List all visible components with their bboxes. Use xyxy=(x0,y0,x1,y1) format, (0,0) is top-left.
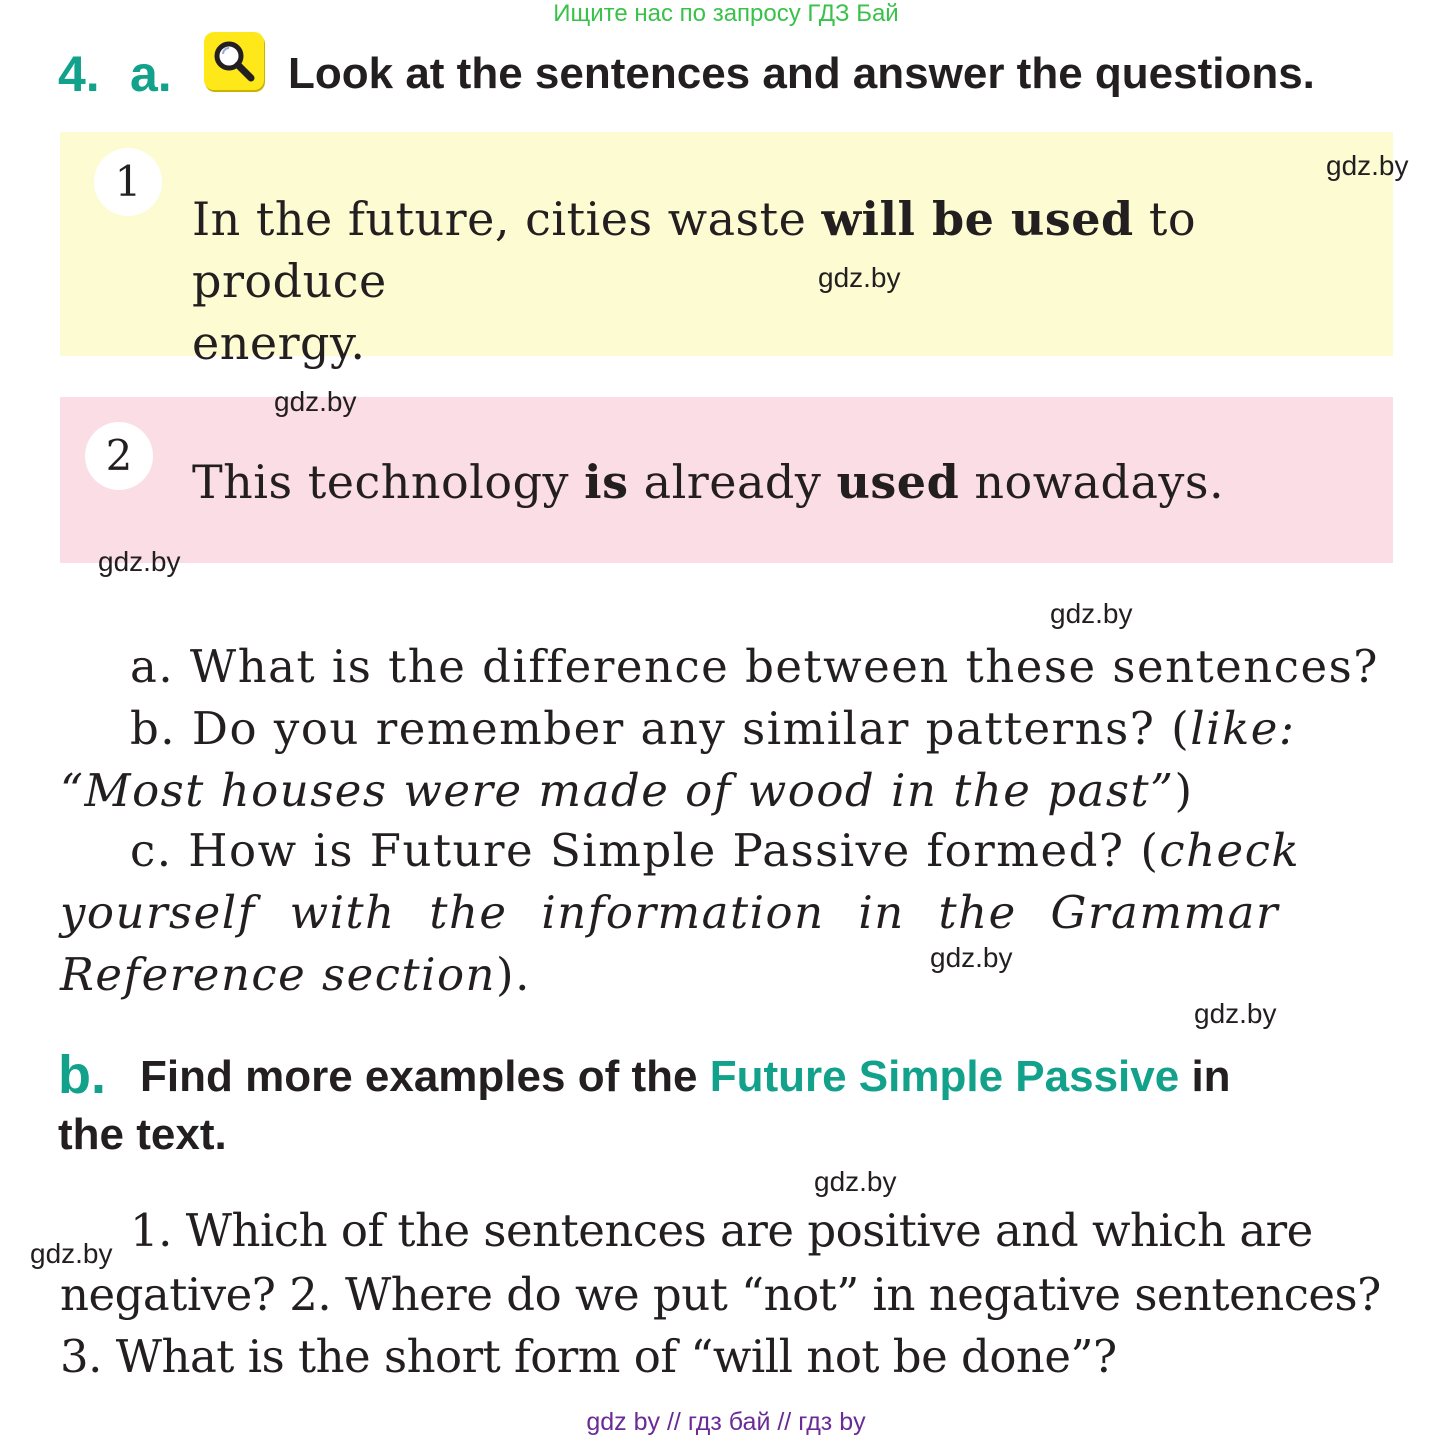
task-a-instruction: Look at the sentences and answer the questions. xyxy=(288,49,1315,98)
part-b-letter: b. xyxy=(58,1045,106,1105)
example-number-1: 1 xyxy=(94,148,162,216)
watermark: gdz.by xyxy=(1326,150,1409,181)
watermark: gdz.by xyxy=(930,942,1013,973)
watermark: gdz.by xyxy=(274,386,357,417)
watermark: gdz.by xyxy=(818,262,901,293)
example-sentence-2: This technology is already used nowadays. xyxy=(192,455,1225,509)
task-b-instruction: Find more examples of the Future Simple Passive in the text. xyxy=(58,1052,1231,1159)
future-simple-passive-highlight: Future Simple Passive xyxy=(709,1052,1180,1101)
part-a-letter: a. xyxy=(130,46,172,102)
watermark: gdz.by xyxy=(1050,598,1133,629)
watermark: gdz.by xyxy=(30,1238,113,1269)
top-banner: Ищите нас по запросу ГДЗ Бай xyxy=(553,0,899,27)
example-1-bold: will be used xyxy=(821,192,1134,246)
footer-links: gdz by // гдз бай // гдз by xyxy=(586,1408,866,1436)
question-a: a. What is the difference between these sentences? xyxy=(130,640,1379,693)
question-b-line-1: b. Do you remember any similar patterns? (like: xyxy=(130,702,1296,755)
watermark: gdz.by xyxy=(814,1166,897,1197)
question-2-line-2: negative? 2. Where do we put “not” in negative sentences? xyxy=(60,1268,1381,1321)
example-sentence-1: In the future, cities waste will be used to produce energy. xyxy=(192,192,1197,370)
example-number-2: 2 xyxy=(85,422,153,490)
magnifier-icon xyxy=(204,32,264,90)
watermark: gdz.by xyxy=(98,546,181,577)
exercise-number: 4. xyxy=(58,46,100,102)
question-c-line-1: c. How is Future Simple Passive formed? (check xyxy=(130,824,1301,877)
question-b-line-2: “Most houses were made of wood in the past”) xyxy=(60,764,1194,817)
question-c-line-3: Reference section). xyxy=(60,948,531,1001)
question-c-line-2: yourself with the information in the Grammar xyxy=(60,886,1279,939)
watermark: gdz.by xyxy=(1194,998,1277,1029)
question-2-line-3: 3. What is the short form of “will not be done”? xyxy=(60,1330,1117,1383)
question-2-line-1: 1. Which of the sentences are positive and which are xyxy=(130,1204,1313,1257)
